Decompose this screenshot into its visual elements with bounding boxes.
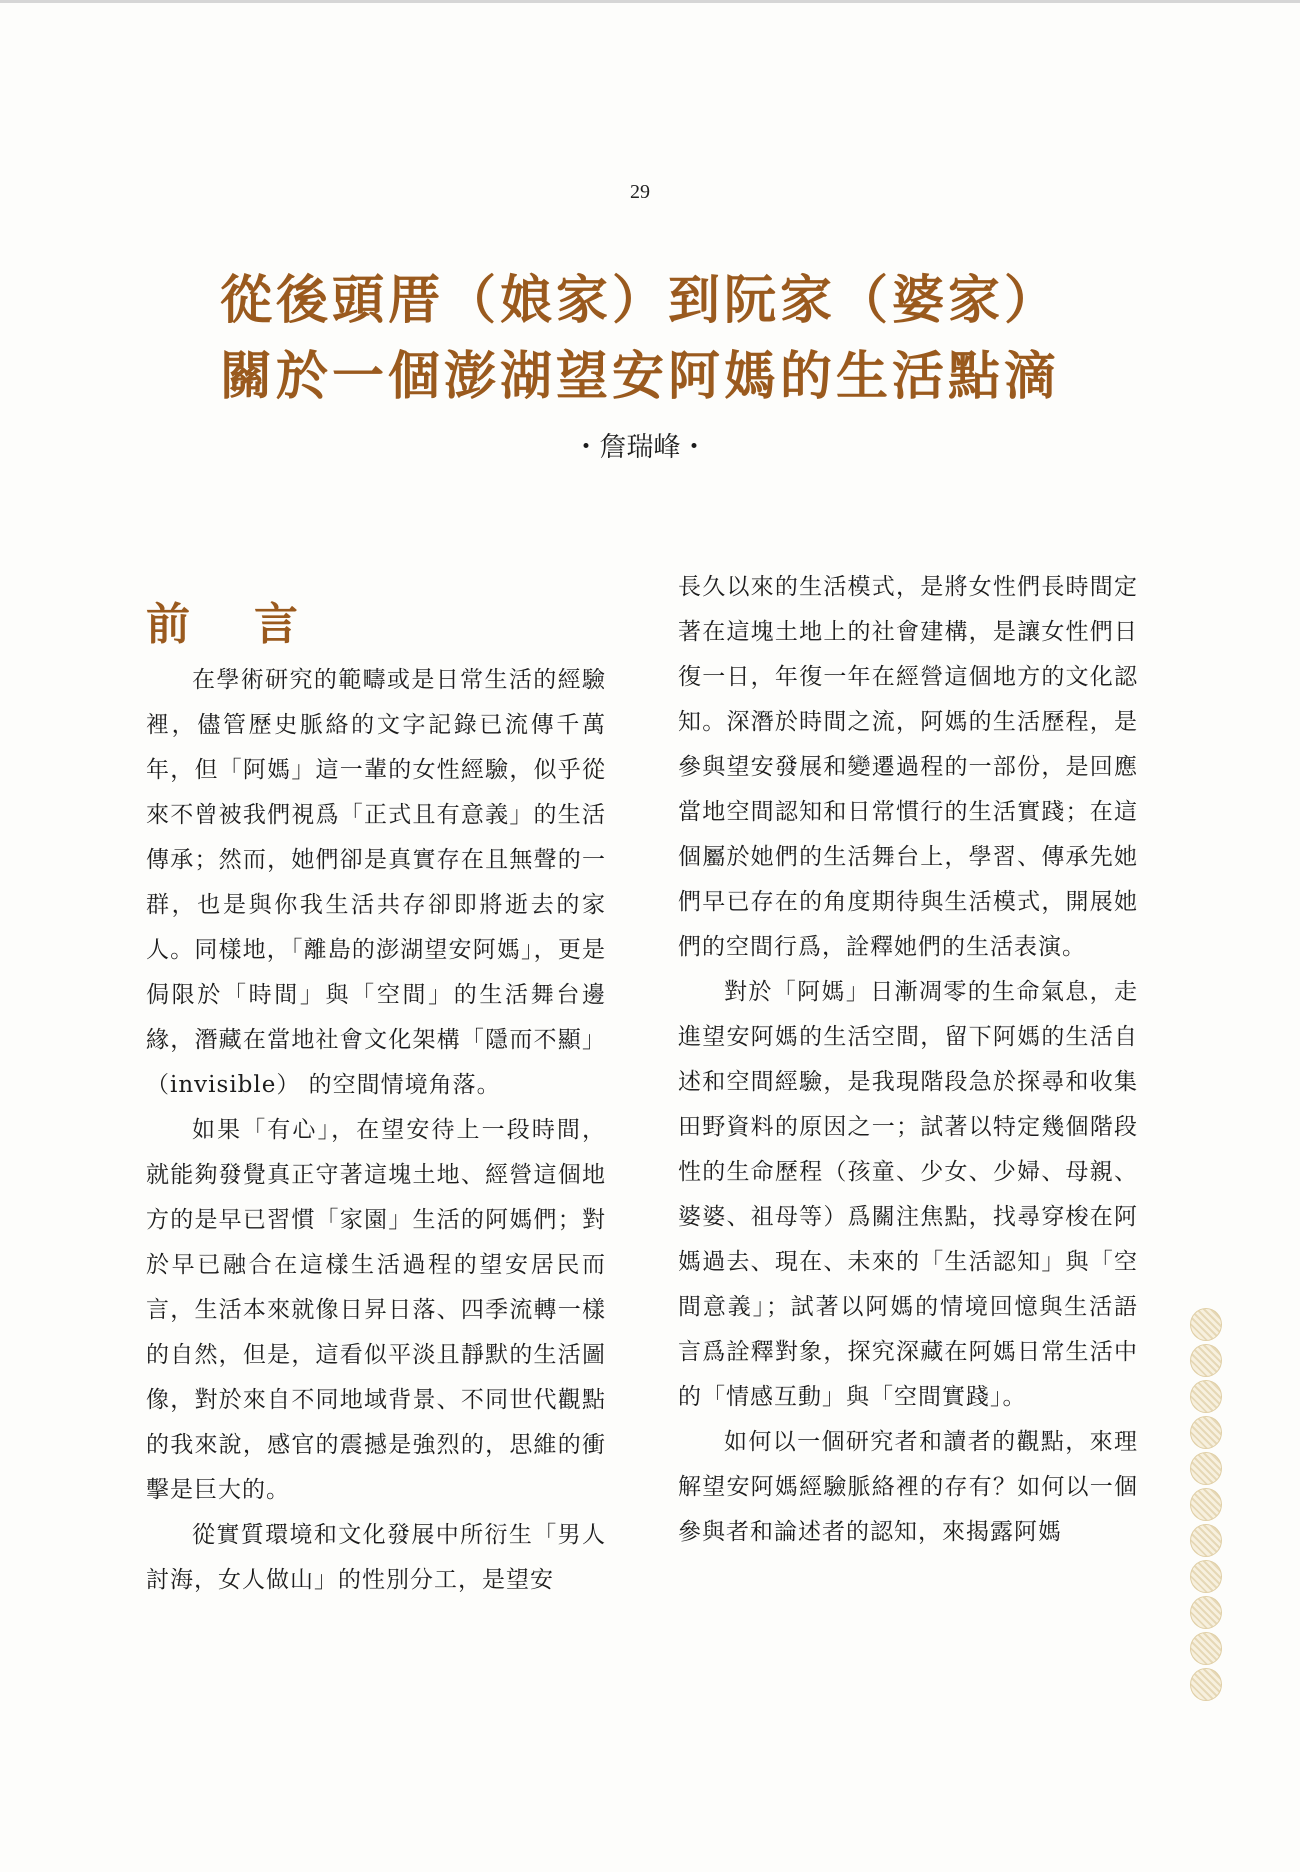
top-border-rule [0, 0, 1300, 3]
body-paragraph: 對於「阿媽」日漸凋零的生命氣息，走進望安阿媽的生活空間，留下阿媽的生活自述和空間經驗，是我現階段急於探尋和收集田野資料的原因之一；試著以特定幾個階段性的生命歷程（孩童、少女、少婦、母親、婆婆、祖母等）爲關注焦點，找尋穿梭在阿媽過去、現在、未來的「生活認知」與「空間意義」；試著以阿媽的情境回憶與生活語言爲詮釋對象，探究深藏在阿媽日常生活中的「情感互動」與「空間實踐」。 [678, 979, 1138, 1410]
left-text-column [146, 658, 606, 1603]
body-paragraph: 如何以一個研究者和讀者的觀點，來理解望安阿媽經驗脈絡裡的存有？如何以一個參與者和論述者的認知，來揭露阿媽 [678, 1429, 1138, 1545]
author-byline: ・詹瑞峰・ [572, 432, 708, 463]
bead-ornament-icon [1190, 1596, 1222, 1629]
bead-ornament-icon [1190, 1308, 1222, 1341]
bead-ornament-icon [1190, 1416, 1222, 1449]
section-heading: 前言 [146, 599, 362, 650]
bead-ornament-icon [1190, 1668, 1222, 1701]
article-title-line-1: 從後頭厝（娘家）到阮家（婆家） [219, 270, 1060, 331]
decorative-bead-border [1188, 1308, 1224, 1704]
bead-ornament-icon [1190, 1560, 1222, 1593]
article-title-line-2: 關於一個澎湖望安阿媽的生活點滴 [219, 346, 1060, 407]
bead-ornament-icon [1190, 1524, 1222, 1557]
bead-ornament-icon [1190, 1452, 1222, 1485]
bead-ornament-icon [1190, 1632, 1222, 1665]
right-text-column [678, 565, 1138, 1555]
bead-ornament-icon [1190, 1380, 1222, 1413]
bead-ornament-icon [1190, 1344, 1222, 1377]
page-number: 29 [630, 181, 650, 203]
continued-paragraph: 長久以來的生活模式，是將女性們長時間定著在這塊土地上的社會建構，是讓女性們日復一日，年復一年在經營這個地方的文化認知。深潛於時間之流，阿媽的生活歷程，是參與望安發展和變遷過程的一部份，是回應當地空間認知和日常慣行的生活實踐；在這個屬於她們的生活舞台上，學習、傳承先她們早已存在的角度期待與生活模式，開展她們的空間行爲，詮釋她們的生活表演。 [678, 574, 1138, 960]
bead-ornament-icon [1190, 1488, 1222, 1521]
body-paragraph: 如果「有心」，在望安待上一段時間，就能夠發覺真正守著這塊土地、經營這個地方的是早已習慣「家園」生活的阿媽們；對於早已融合在這樣生活過程的望安居民而言，生活本來就像日昇日落、四季流轉一樣的自然，但是，這看似平淡且靜默的生活圖像，對於來自不同地域背景、不同世代觀點的我來說，感官的震撼是強烈的，思維的衝擊是巨大的。 [146, 1117, 606, 1503]
body-paragraph: 從實質環境和文化發展中所衍生「男人討海，女人做山」的性別分工，是望安 [146, 1522, 606, 1593]
body-paragraph: 在學術研究的範疇或是日常生活的經驗裡，儘管歷史脈絡的文字記錄已流傳千萬年，但「阿媽」這一輩的女性經驗，似乎從來不曾被我們視爲「正式且有意義」的生活傳承；然而，她們卻是真實存在且無聲的一群，也是與你我生活共存卻即將逝去的家人。同樣地，「離島的澎湖望安阿媽」，更是侷限於「時間」與「空間」的生活舞台邊緣，潛藏在當地社會文化架構「隱而不顯」（invisible） 的空間情境角落。 [146, 667, 606, 1098]
